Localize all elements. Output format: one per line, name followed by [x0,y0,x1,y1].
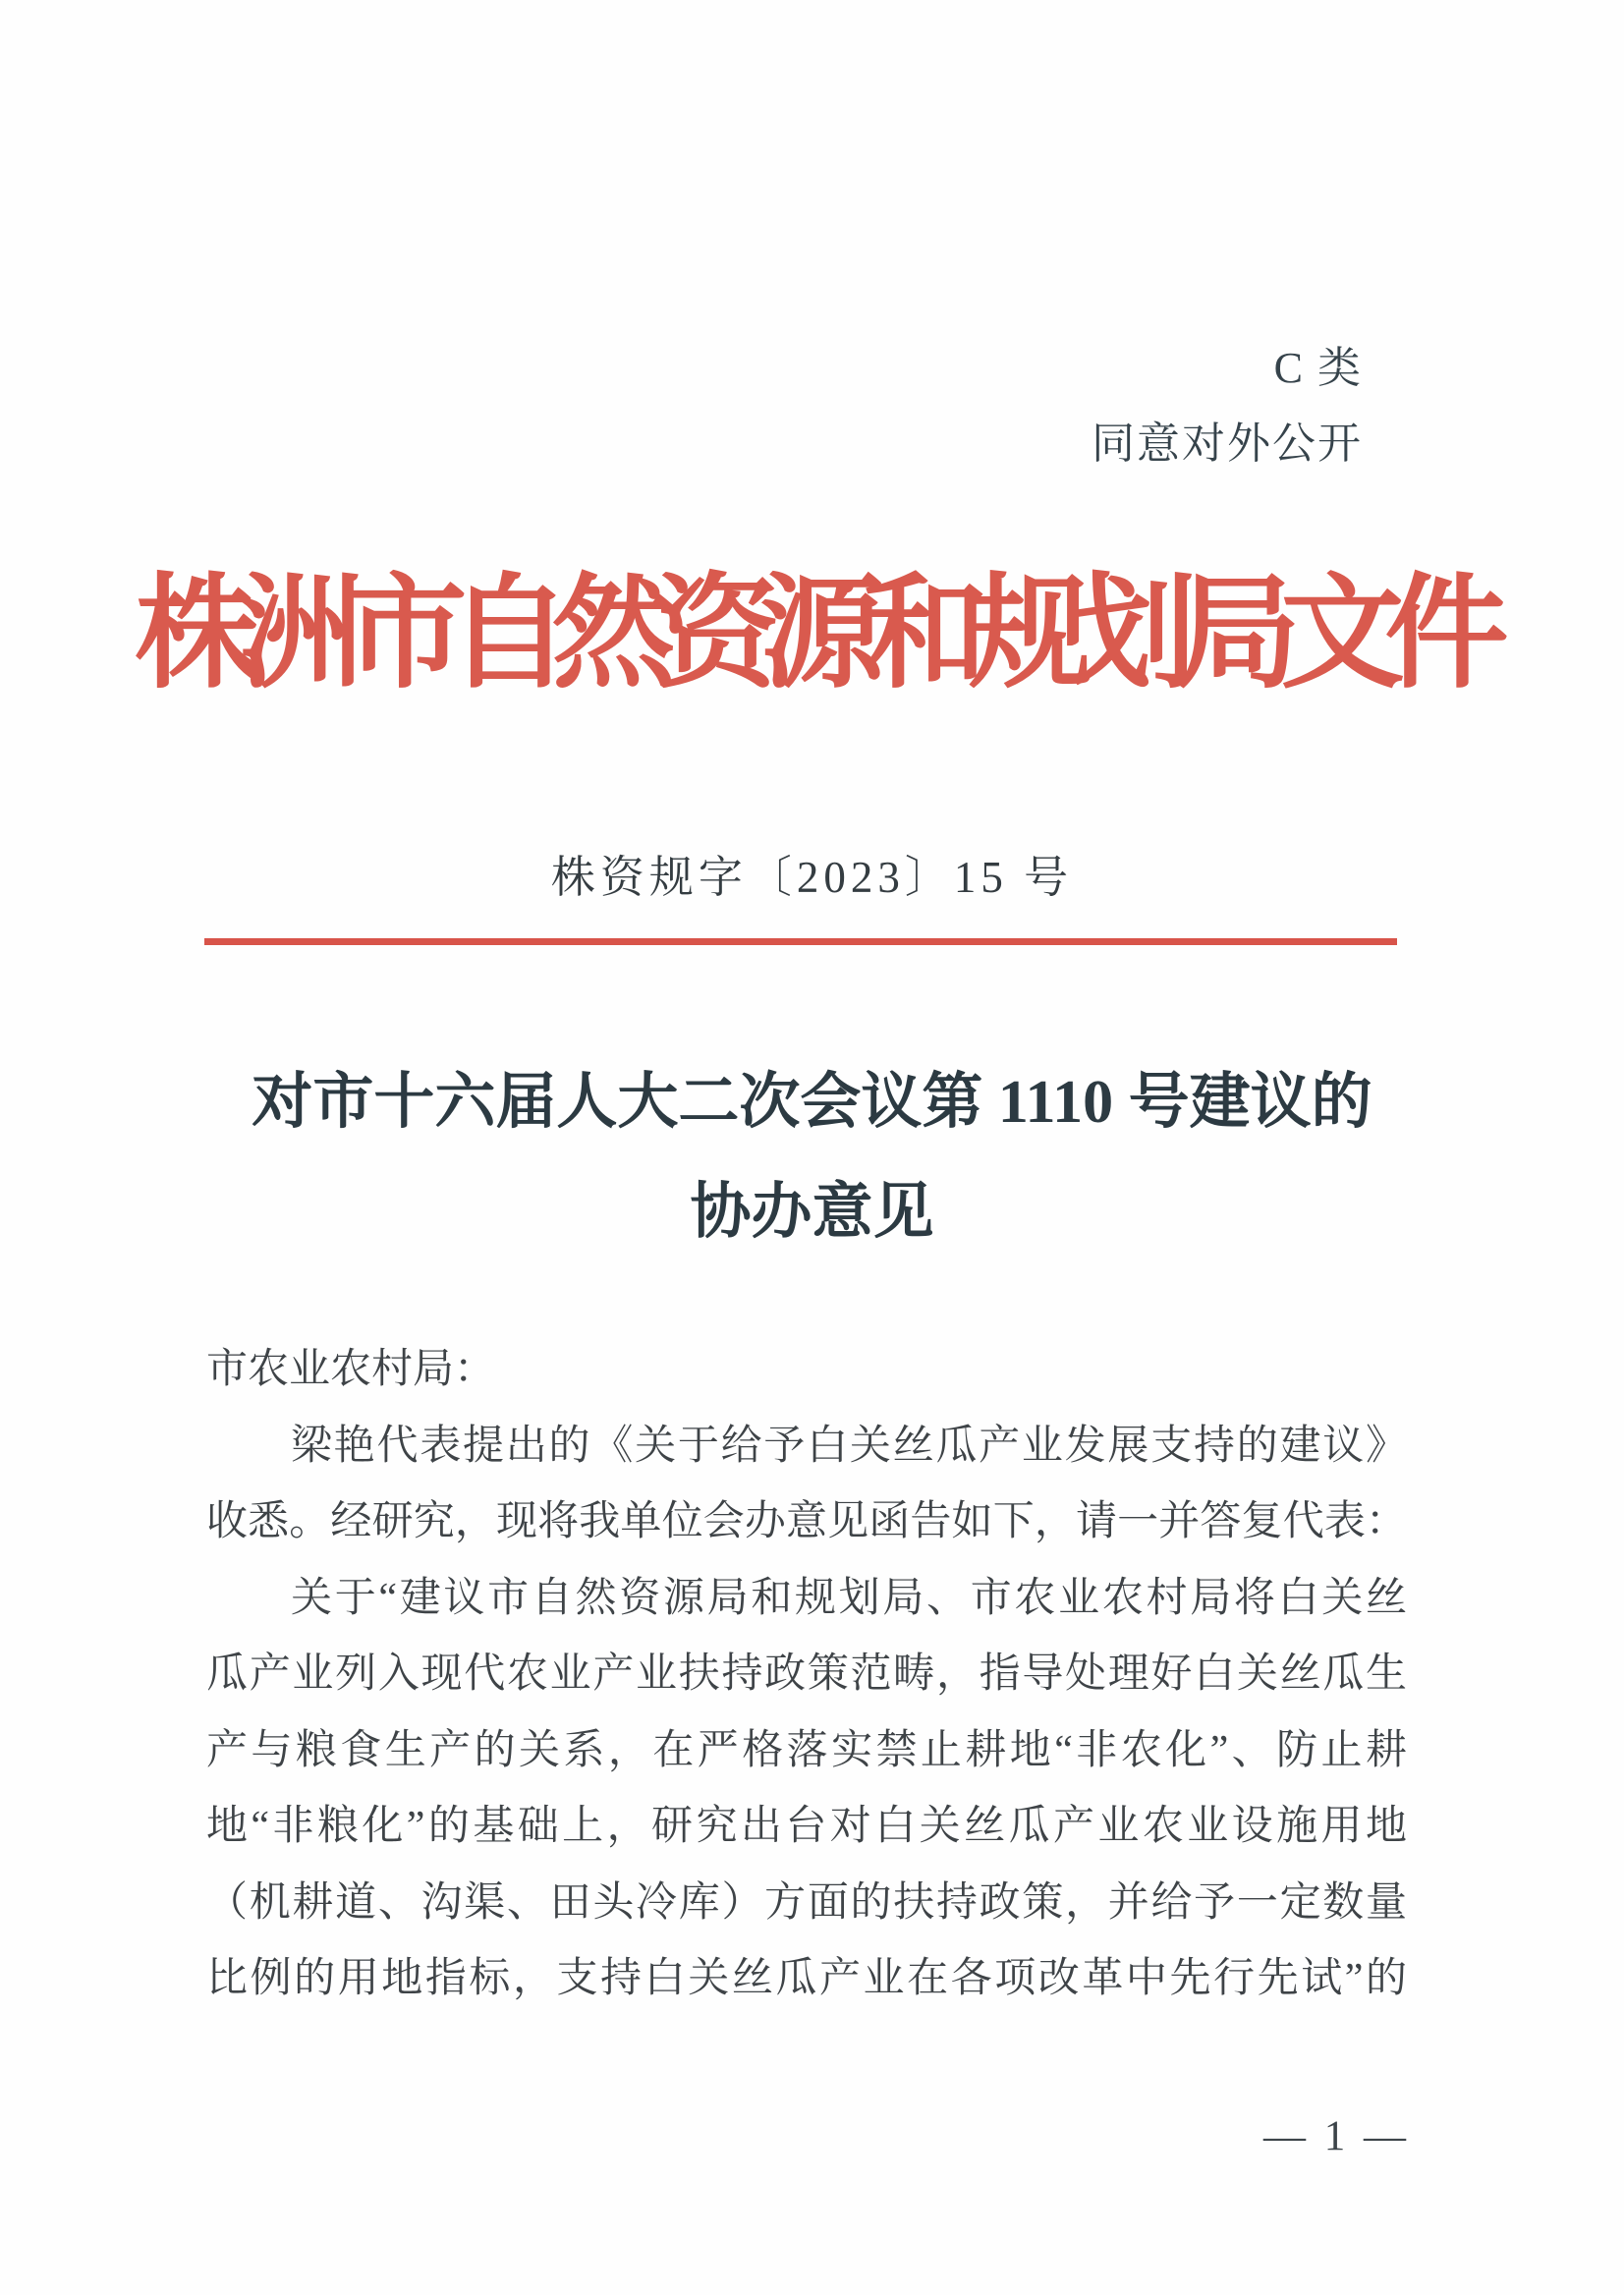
body-line: 梁艳代表提出的《关于给予白关丝瓜产业发展支持的建议》 [291,1423,1407,1469]
body-line: 比例的用地指标，支持白关丝瓜产业在各项改革中先行先试”的 [206,1956,1407,2001]
body-line: 关于“建议市自然资源局和规划局、市农业农村局将白关丝 [291,1575,1407,1621]
disclosure-statement: 同意对外公开 [1092,420,1363,468]
document-title-line2: 协办意见 [690,1179,934,1246]
red-divider-line [204,938,1397,945]
classification-level: C 类 [1273,344,1363,392]
body-line: （机耕道、沟渠、田头冷库）方面的扶持政策，并给予一定数量 [206,1879,1407,1926]
document-number: 株资规字〔2023〕15 号 [550,853,1074,902]
salutation-line: 市农业农村局： [206,1347,496,1392]
body-line: 收悉。经研究，现将我单位会办意见函告如下，请一并答复代表： [206,1499,1407,1544]
document-title [0,1047,1624,1267]
agency-letterhead: 株洲市自然资源和规划局文件 [135,567,1489,703]
document-body [206,1332,1407,2018]
document-title-line1: 对市十六届人大二次会议第 1110 号建议的 [252,1069,1372,1136]
page-number: — 1 — [1263,2113,1410,2159]
classification-block [1092,330,1363,481]
body-line: 地“非粮化”的基础上，研究出台对白关丝瓜产业农业设施用地 [206,1804,1407,1849]
body-line: 产与粮食生产的关系，在严格落实禁止耕地“非农化”、防止耕 [206,1727,1407,1773]
body-line: 瓜产业列入现代农业产业扶持政策范畴，指导处理好白关丝瓜生 [206,1651,1407,1697]
